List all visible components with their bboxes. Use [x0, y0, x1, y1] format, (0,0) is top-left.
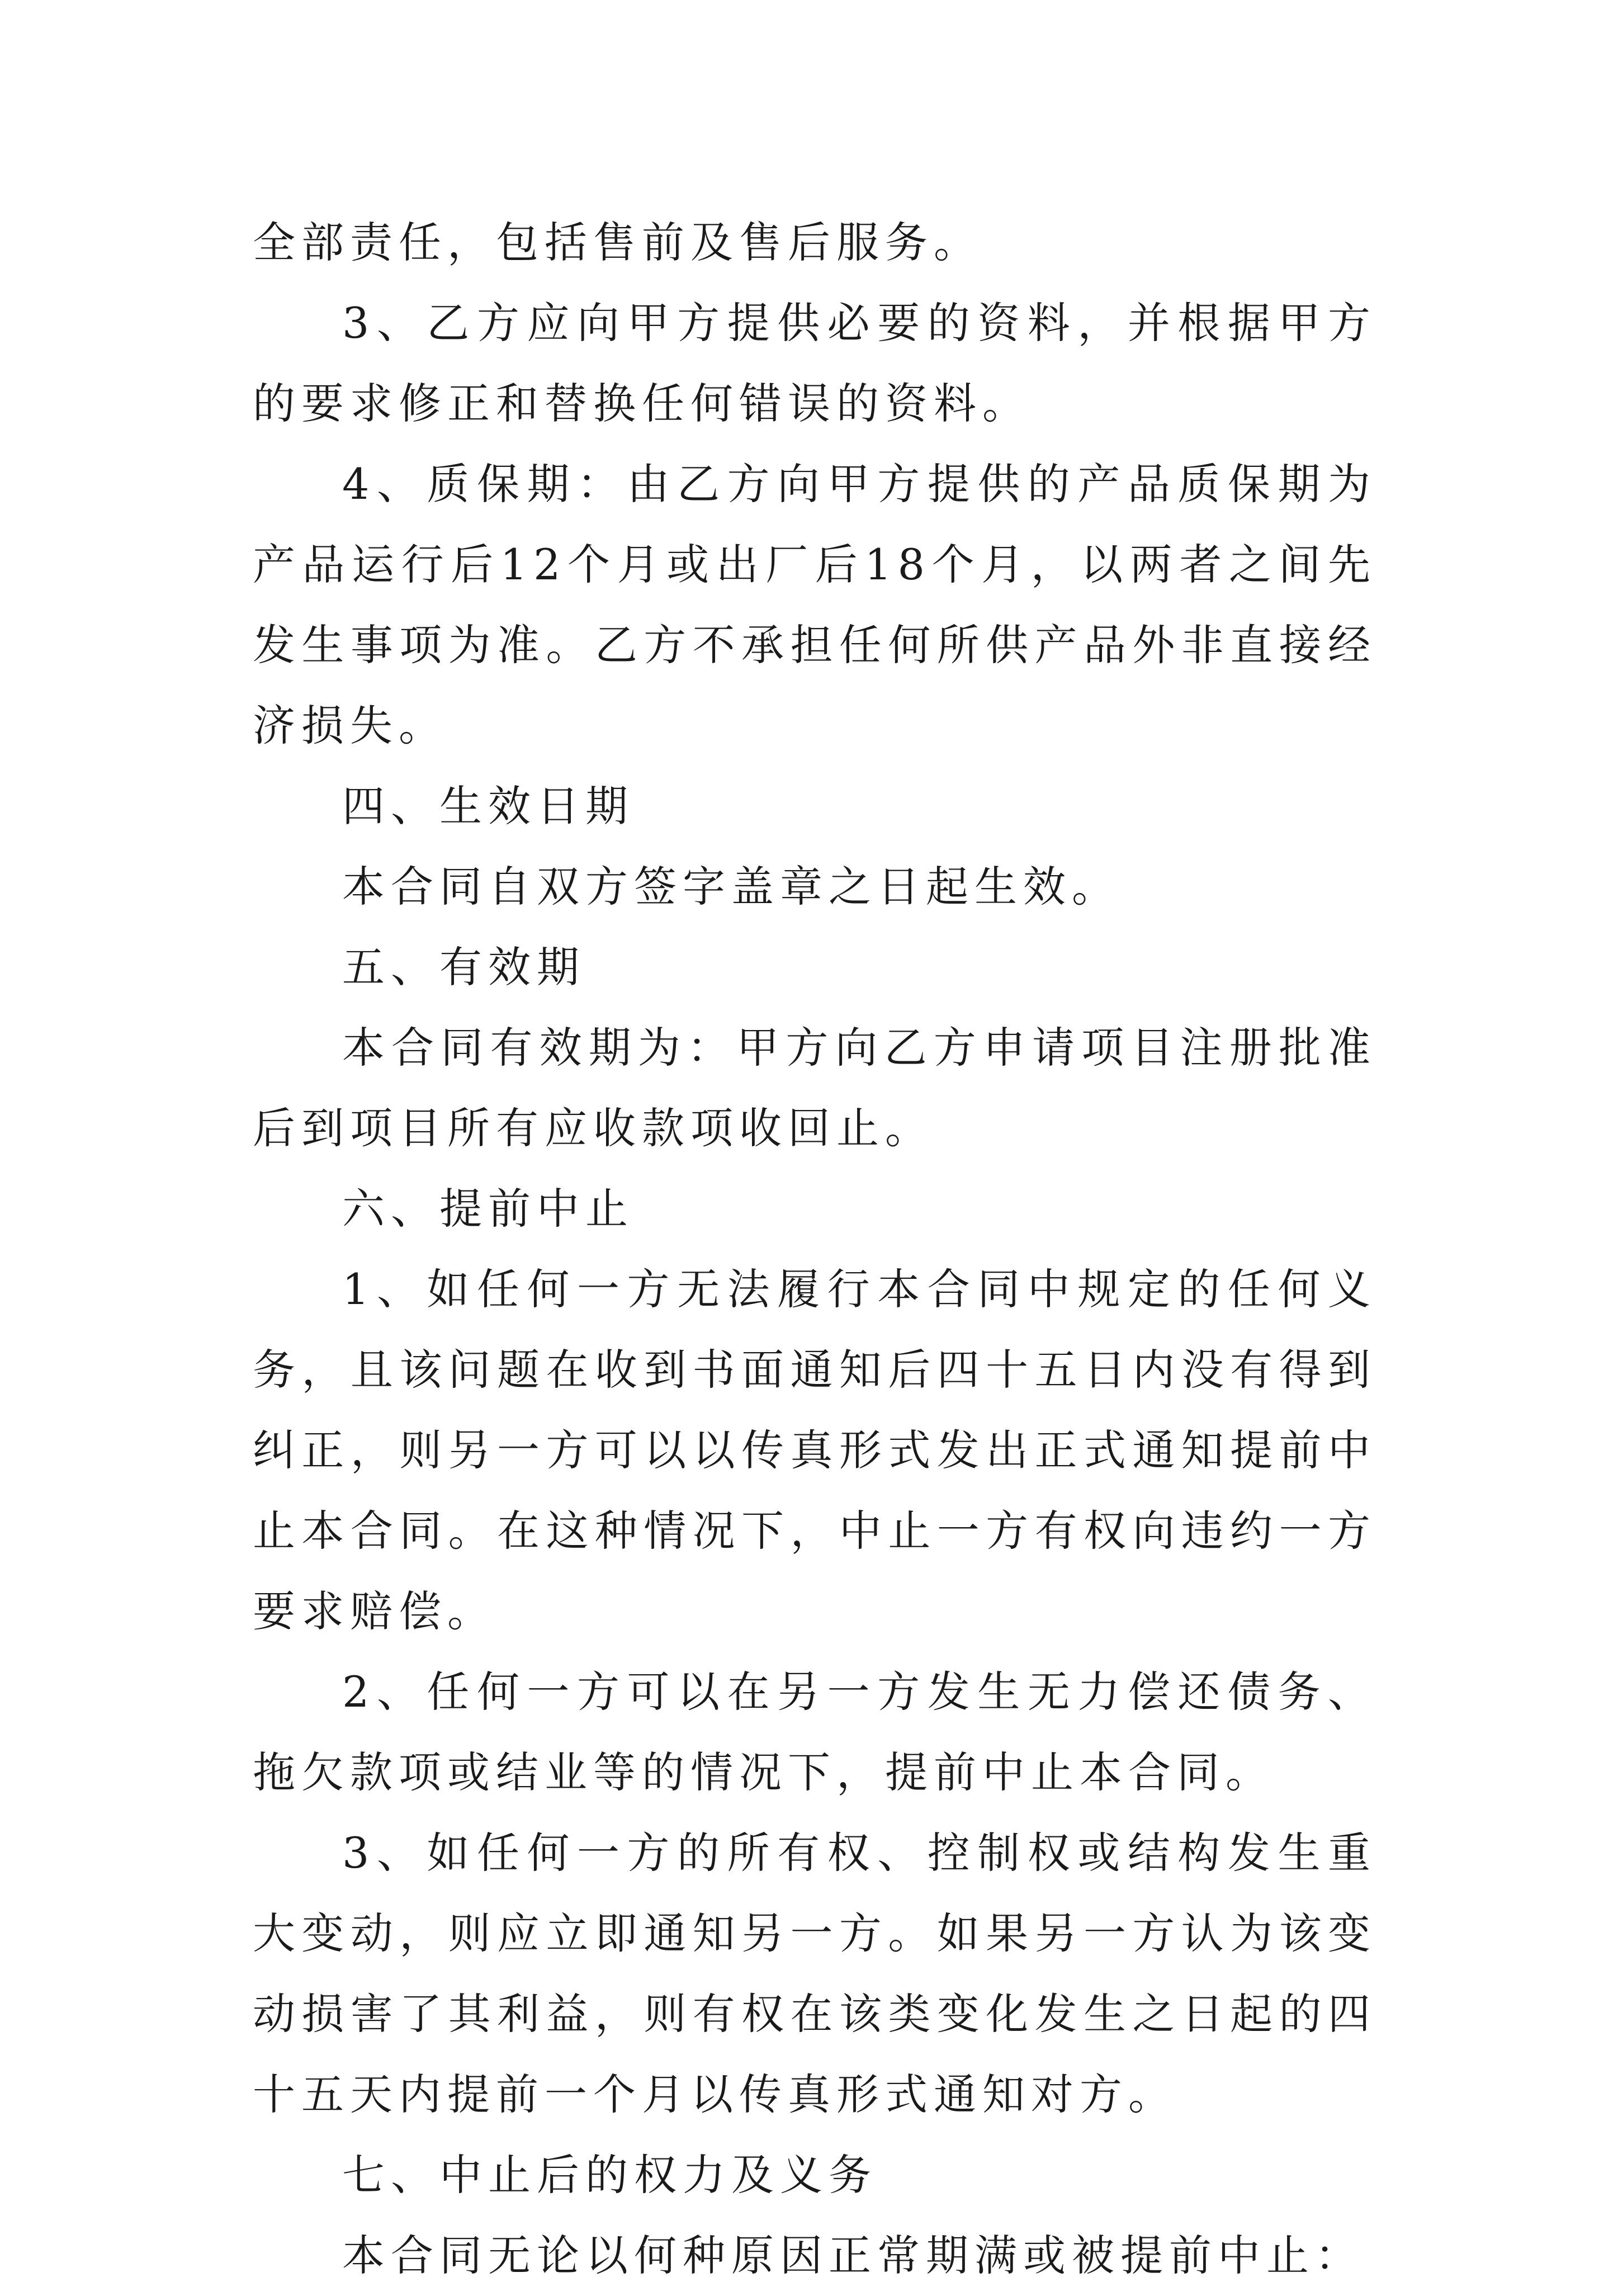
section-heading-validity-period: 五、有效期: [342, 942, 585, 992]
paragraph-clause-3-materials: 3、乙方应向甲方提供必要的资料，并根据甲方的要求修正和替换任何错误的资料。: [253, 298, 1376, 428]
paragraph-validity-period: 本合同有效期为：甲方向乙方申请项目注册批准后到项目所有应收款项收回止。: [253, 1023, 1376, 1153]
paragraph-termination-clause-2: 2、任何一方可以在另一方发生无力偿还债务、拖欠款项或结业等的情况下，提前中止本合同。: [253, 1667, 1376, 1797]
section-heading-post-termination: 七、中止后的权力及义务: [342, 2150, 877, 2200]
paragraph-clause-4-warranty: 4、质保期：由乙方向甲方提供的产品质保期为产品运行后12个月或出厂后18个月，以两者之间先发生事项为准。乙方不承担任何所供产品外非直接经济损失。: [253, 459, 1376, 750]
paragraph-termination-clause-1: 1、如任何一方无法履行本合同中规定的任何义务，且该问题在收到书面通知后四十五日内没有得到纠正，则另一方可以以传真形式发出正式通知提前中止本合同。在这种情况下，中止一方有权向违约一方要求赔偿。: [253, 1264, 1376, 1636]
paragraph-termination-clause-3: 3、如任何一方的所有权、控制权或结构发生重大变动，则应立即通知另一方。如果另一方认为该变动损害了其利益，则有权在该类变化发生之日起的四十五天内提前一个月以传真形式通知对方。: [253, 1828, 1376, 2119]
paragraph-responsibility-continued: 全部责任，包括售前及售后服务。: [253, 218, 982, 267]
section-heading-early-termination: 六、提前中止: [342, 1184, 634, 1234]
paragraph-effective-date: 本合同自双方签字盖章之日起生效。: [342, 862, 1120, 911]
paragraph-post-termination: 本合同无论以何种原因正常期满或被提前中止：: [342, 2231, 1364, 2280]
document-body: [253, 202, 1376, 2296]
section-heading-effective-date: 四、生效日期: [342, 781, 634, 831]
